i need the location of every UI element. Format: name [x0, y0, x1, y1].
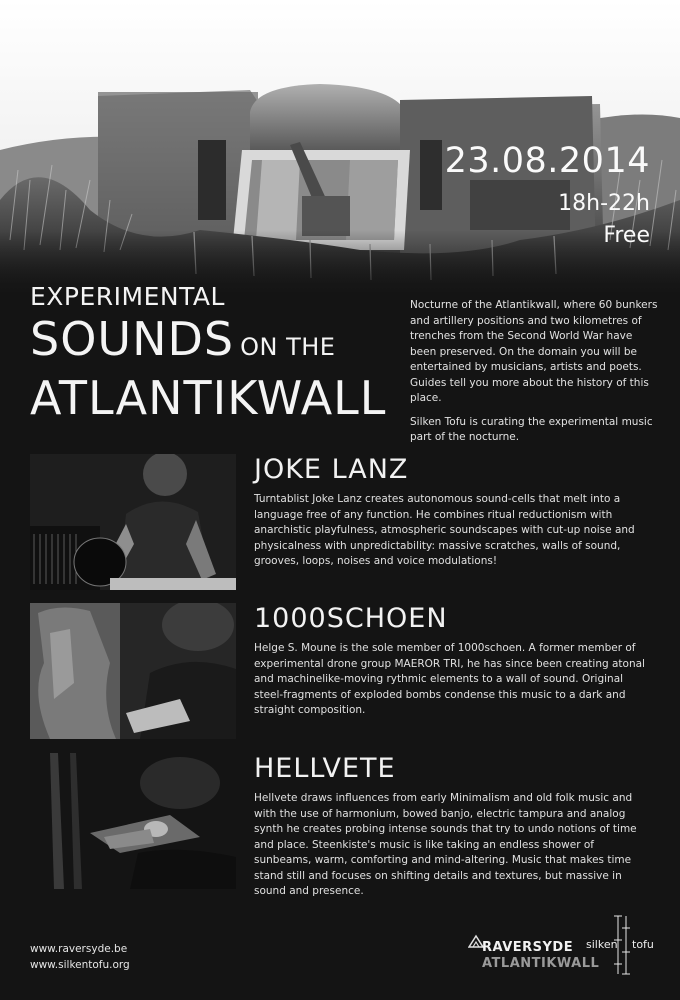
title-sounds: SOUNDS — [30, 312, 235, 366]
artist-bio-hellvete: Hellvete draws influences from early Minimalism and old folk music and with the use of harmonium, bowed banjo, electric tampura and analog synth he creates probing intense sounds that try to undo notions of time and place. Steenkiste's music is like taking an endless shower of sunbeams, warm, comforting and mind-altering. Music that makes time stand still and focuses on shifting details and textures, but massive in sound and presence. — [254, 792, 637, 897]
intro-paragraph-2: Silken Tofu is curating the experimental music part of the nocturne. — [410, 415, 653, 443]
raversyde-logo — [466, 930, 600, 978]
silken-tofu-logo — [586, 914, 666, 978]
event-title — [30, 282, 386, 424]
raversyde-logo-line-1: RAVERSYDE — [482, 940, 574, 955]
event-info — [445, 140, 650, 252]
artist-photo-hellvete — [30, 753, 236, 889]
intro-text — [410, 298, 660, 446]
intro-paragraph-1: Nocturne of the Atlantikwall, where 60 bunkers and artillery positions and two kilometres of trenches from the Second World War have been preserved. On the domain you will be entertained by musicians, artists and poets. Guides tell you more about the history of this place. — [410, 299, 658, 404]
artist-name-joke-lanz: JOKE LANZ — [254, 454, 409, 485]
event-price: Free — [603, 223, 650, 248]
raversyde-logo-line-2: ATLANTIKWALL — [482, 956, 600, 971]
silken-tofu-word-1: silken — [586, 938, 618, 951]
artist-photo-1000schoen — [30, 603, 236, 739]
event-hours: 18h-22h — [558, 191, 650, 216]
artist-name-hellvete: HELLVETE — [254, 753, 396, 784]
artist-bio-1000schoen: Helge S. Moune is the sole member of 1000schoen. A former member of experimental drone group MAEROR TRI, he has since been creating atonal and machinelike-moving rythmic elements to a wall of sound. Original steel-fragments of exploded bombs condense this music to a dark and straight composition. — [254, 642, 645, 716]
title-line-1: EXPERIMENTAL — [30, 282, 225, 311]
title-line-3: ATLANTIKWALL — [30, 371, 387, 425]
link-raversyde[interactable]: www.raversyde.be — [30, 943, 128, 955]
title-line-2 — [30, 314, 386, 372]
footer-links — [30, 942, 130, 973]
link-silkentofu[interactable]: www.silkentofu.org — [30, 958, 130, 971]
artist-name-1000schoen: 1000SCHOEN — [254, 603, 448, 634]
title-on-the: ON THE — [240, 333, 336, 361]
silken-tofu-word-2: tofu — [632, 938, 654, 951]
artist-photo-joke-lanz — [30, 454, 236, 590]
artist-bio-joke-lanz: Turntablist Joke Lanz creates autonomous sound-cells that melt into a language free of any function. He combines ritual reductionism with anarchistic playfulness, atmospheric soundscapes with cut-up noise and physicalness with unpredictability: massive scratches, walls of sound, grooves, loops, noises and voice modulations! — [254, 493, 635, 567]
event-date: 23.08.2014 — [444, 141, 650, 181]
